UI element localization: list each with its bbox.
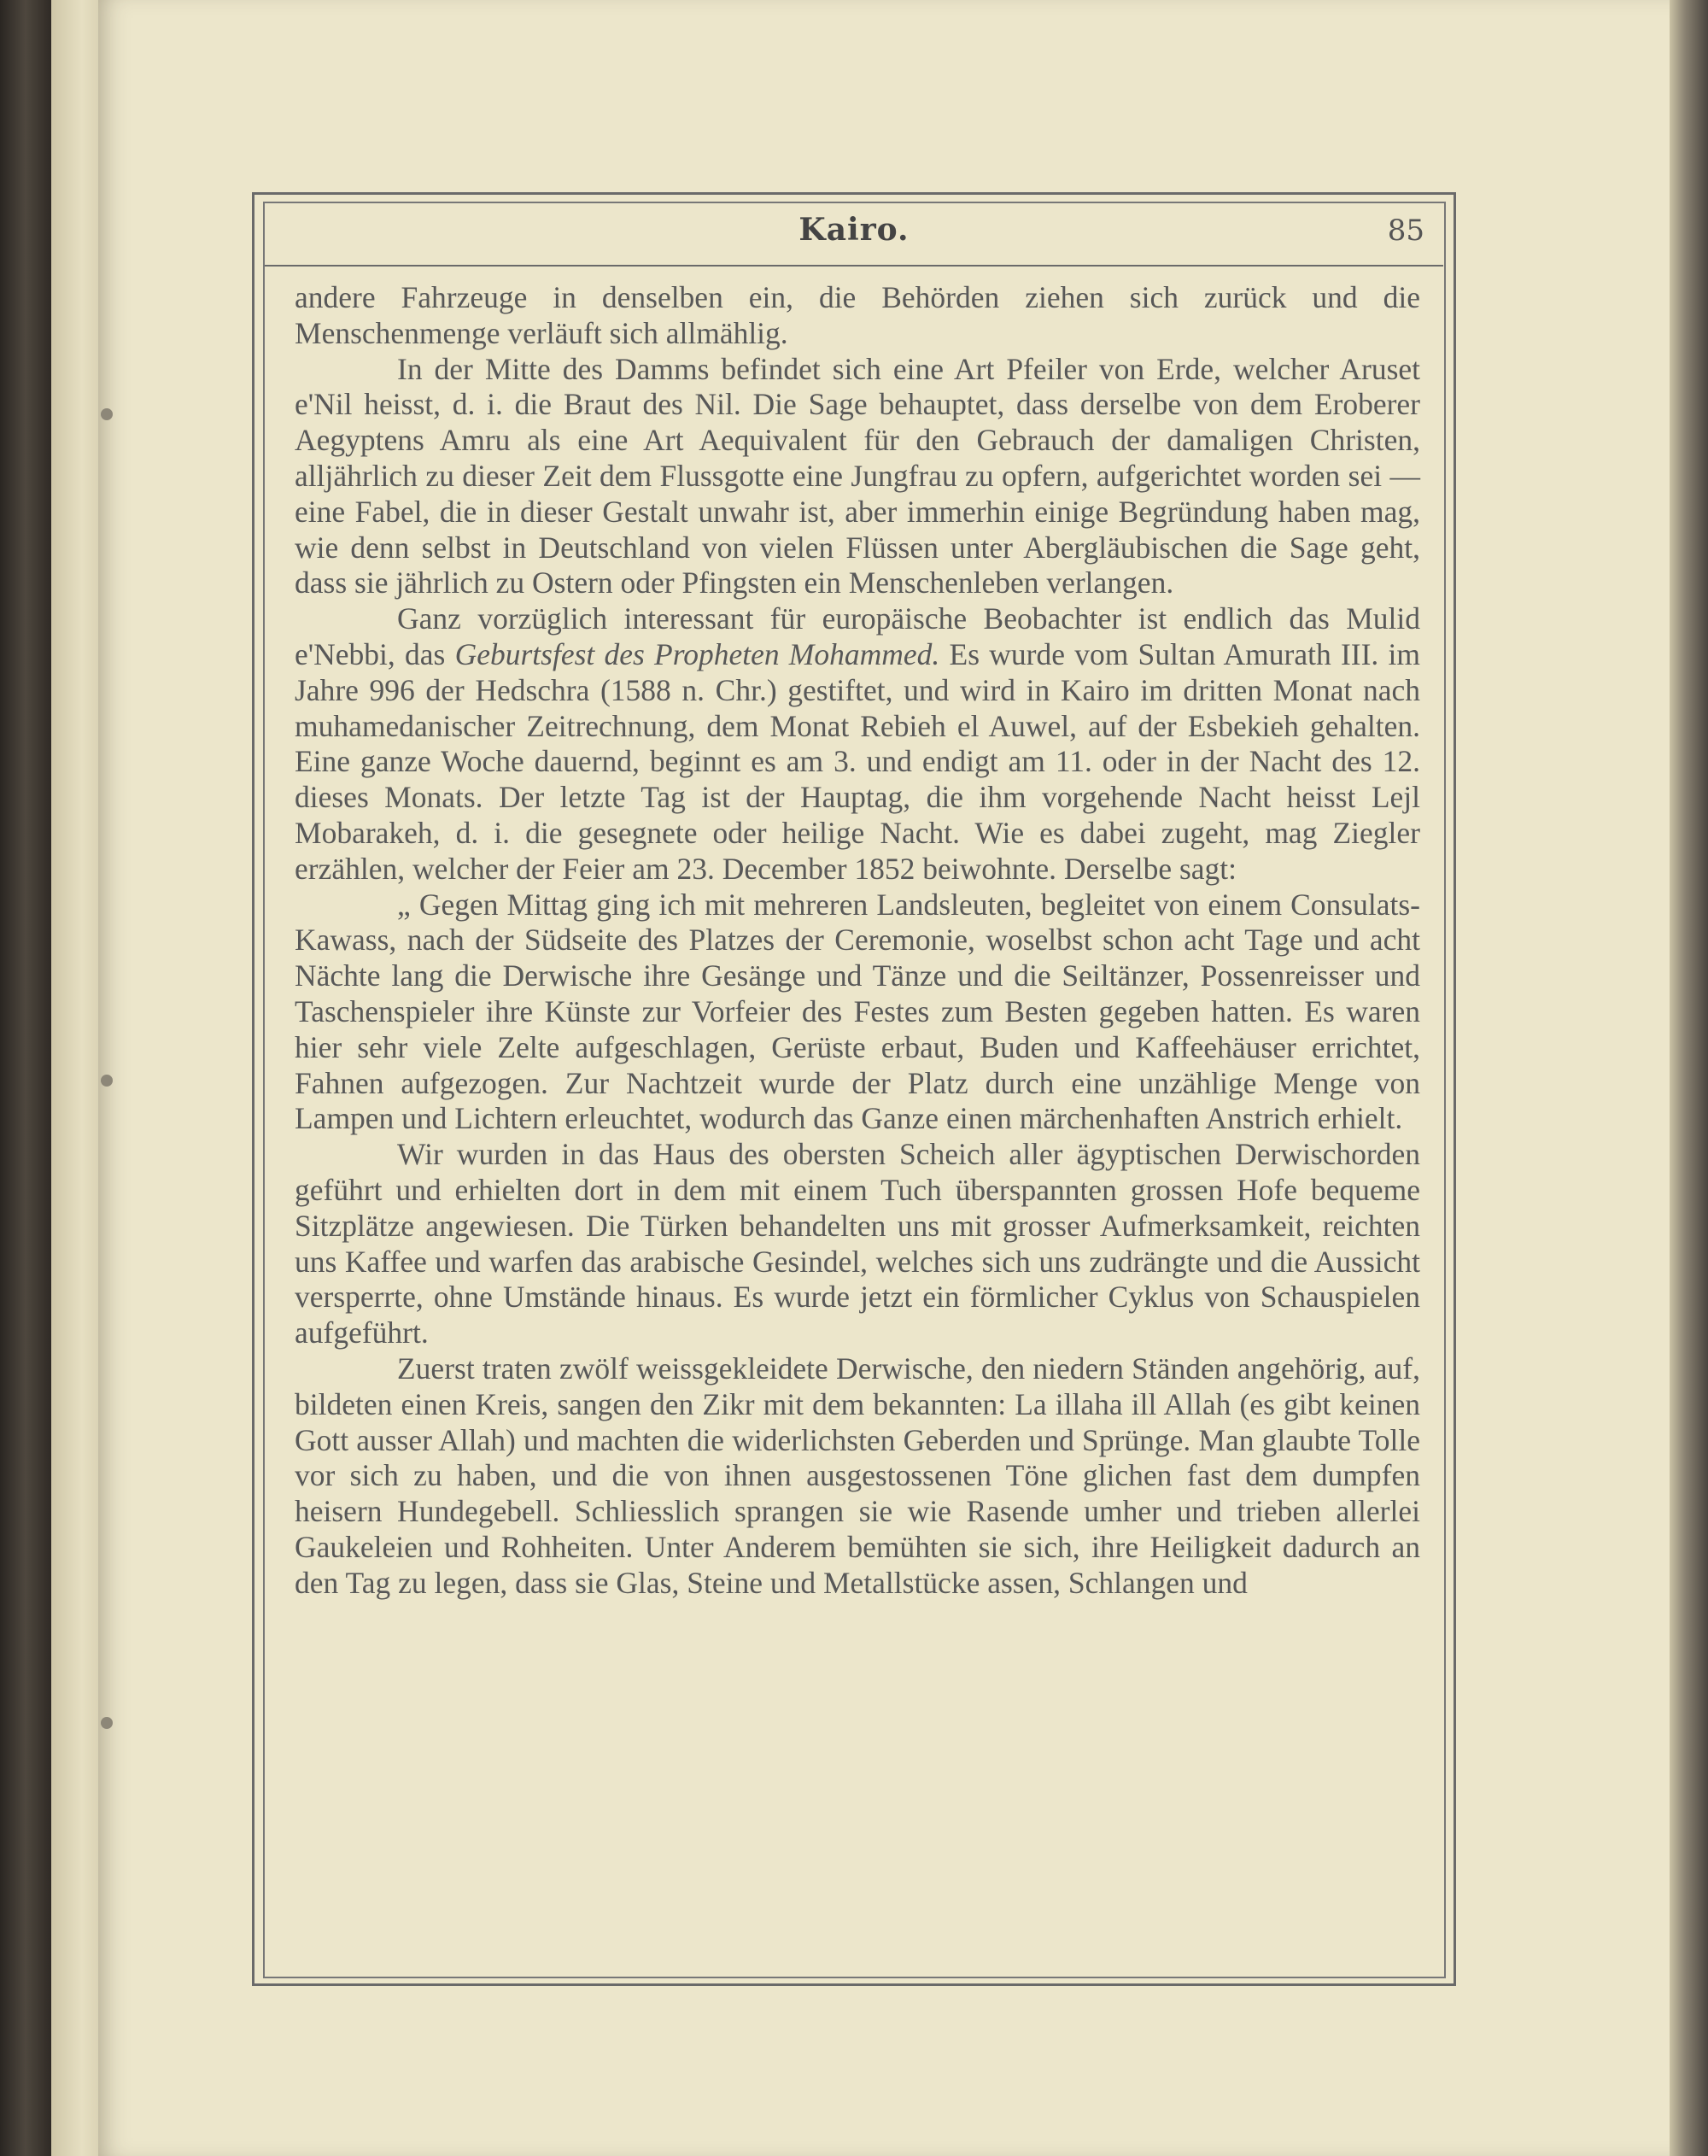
paragraph: Zuerst traten zwölf weissgekleidete Derwische, den niedern Ständen angehörig, auf, bildeten einen Kreis, sangen den Zikr mit dem bekannten: La illaha ill Allah (es gibt keinen Gott ausser Allah) und machten die widerlichsten Geberden und Sprünge. Man glaubte Tolle vor sich zu haben, und die von ihnen ausgestossenen Töne glichen fast dem dumpfen heisern Hundegebell. Schliesslich sprangen sie wie Rasende umher und trieben allerlei Gaukeleien und Rohheiten. Unter Anderem bemühten sie sich, ihre Heiligkeit dadurch an den Tag zu legen, dass sie Glas, Steine und Metallstücke assen, Schlangen und: [295, 1350, 1420, 1600]
paragraph: In der Mitte des Damms befindet sich eine Art Pfeiler von Erde, welcher Aruset e'Nil heisst, d. i. die Braut des Nil. Die Sage behauptet, dass derselbe von dem Eroberer Aegyptens Amru als eine Art Aequivalent für den Gebrauch der damaligen Christen, alljährlich zu dieser Zeit dem Flussgotte eine Jungfrau zu opfern, aufgerichtet worden sei — eine Fabel, die in dieser Gestalt unwahr ist, aber immerhin einige Begründung haben mag, wie denn selbst in Deutschland von vielen Flüssen unter Abergläubischen die Sage geht, dass sie jährlich zu Ostern oder Pfingsten ein Menschenleben verlangen.: [295, 351, 1420, 601]
page-number: 85: [1387, 214, 1424, 248]
paragraph: „ Gegen Mittag ging ich mit mehreren Landsleuten, begleitet von einem Consulats-Kawass, nach der Südseite des Platzes der Ceremonie, woselbst schon acht Tage und acht Nächte lang die Derwische ihre Gesänge und Tänze und die Seiltänzer, Possenreisser und Taschenspieler ihre Künste zur Vorfeier des Festes zum Besten gegeben hatten. Es waren hier sehr viele Zelte aufgeschlagen, Gerüste erbaut, Buden und Kaffeehäuser errichtet, Fahnen aufgezogen. Zur Nachtzeit wurde der Platz durch eine unzählige Menge von Lampen und Lichtern erleuchtet, wodurch das Ganze einen märchenhaften Anstrich erhielt.: [295, 887, 1420, 1136]
paragraph-text: Es wurde vom Sultan Amurath III. im Jahre 996 der Hedschra (1588 n. Chr.) gestiftet, und wird in Kairo im dritten Monat nach muhamedanischer Zeitrechnung, dem Monat Rebieh el Auwel, auf der Esbekieh gehalten. Eine ganze Woche dauernd, beginnt es am 3. und endigt am 11. oder in der Nacht des 12. dieses Monats. Der letzte Tag ist der Hauptag, die ihm vorgehende Nacht heisst Lejl Mobarakeh, d. i. die gesegnete oder heilige Nacht. Wie es dabei zugeht, mag Ziegler erzählen, welcher der Feier am 23. December 1852 beiwohnte. Derselbe sagt:: [295, 636, 1420, 886]
book-spine: [0, 0, 51, 2156]
binding-hole-mark: [101, 1075, 113, 1087]
paragraph: Wir wurden in das Haus des obersten Scheich aller ägyptischen Derwischorden geführt und erhielten dort in dem mit einem Tuch überspannten grossen Hofe bequeme Sitzplätze angewiesen. Die Türken behandelten uns mit grosser Aufmerksamkeit, reichten uns Kaffee und warfen das arabische Gesindel, welches sich uns zudrängte und die Aussicht versperrte, ohne Umstände hinaus. Es wurde jetzt ein förmlicher Cyklus von Schauspielen aufgeführt.: [295, 1137, 1420, 1350]
page-fore-edge: [1670, 0, 1708, 2156]
paragraph: [295, 601, 1420, 887]
paragraph: andere Fahrzeuge in denselben ein, die Behörden ziehen sich zurück und die Menschenmenge verläuft sich allmählig.: [295, 280, 1420, 350]
binding-hole-mark: [101, 1717, 113, 1729]
paragraph-text: Ganz vorzüglich interessant für europäische Beobachter ist endlich das Mulid e'Nebbi, das: [295, 601, 1420, 671]
body-text: [295, 280, 1420, 1601]
italic-title: Geburtsfest des Propheten Mohammed.: [454, 636, 940, 671]
previous-page-edge: [51, 0, 102, 2156]
running-title: Kairo.: [798, 212, 910, 248]
binding-hole-mark: [101, 408, 113, 420]
running-header: [265, 205, 1443, 267]
